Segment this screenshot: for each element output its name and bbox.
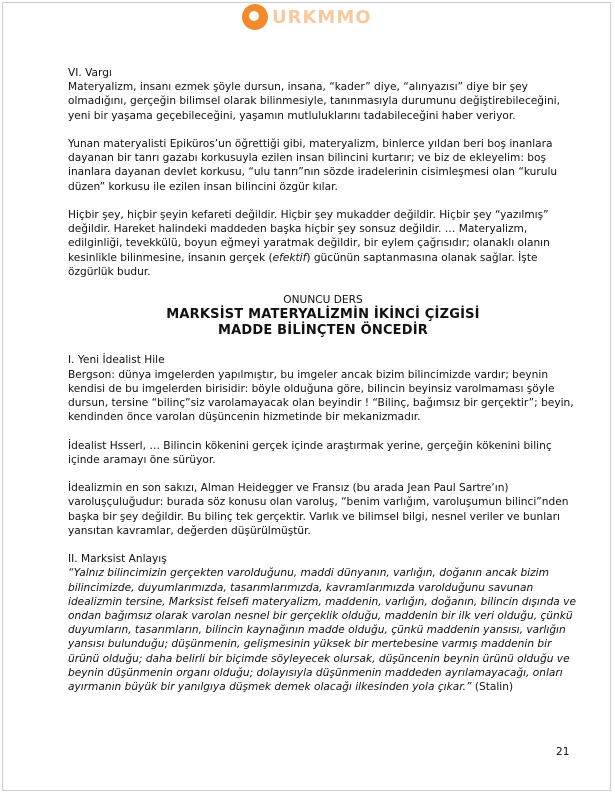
document-body xyxy=(68,66,578,708)
paragraph-vi-2: Yunan materyalisti Epiküros’un öğrettiği gibi, materyalizm, binlerce yıldan beri boş inanlara dayanan bir tanrı gazabı korkusuyla ezilen insan bilincini kurtarır; ve biz de ekleyelim: boş inanlara dayanan devlet korkusu, “ulu tanrı”nın sözde iradelerinin cisimleşmesi olan “kurulu düzen” korkusu ile ezilen insan bilincini özgür kılar. xyxy=(68,138,558,193)
lesson-title-line-2: MADDE BİLİNÇTEN ÖNCEDİR xyxy=(217,323,429,339)
section-heading-vi: VI. Vargı xyxy=(68,67,112,79)
section-heading-i: I. Yeni İdealist Hile xyxy=(68,354,165,367)
paragraph-i-1: Bergson: dünya imgelerden yapılmıştır, bu imgeler ancak bizim bilincimizde vardır; beynin kendisi de bu imgelerden birisidir: böyle olduğuna göre, bilincin beyinsiz varolmaması şöyle dursun, tersine “bilinç”siz varolamayacak olan beyindir ! “Bilinç, bağımsız bir gerçektir”; beyin, kendinden önce varolan düşüncenin hizmetinde bir mekanizmadır. xyxy=(68,368,574,424)
paragraph-vi-3-text-b: ) gücünün saptanmasına olanak sağlar. İşte özgürlük budur. xyxy=(68,251,538,278)
paragraph-vi-3-text-a: Hiçbir şey, hiçbir şeyin kefareti değildir. Hiçbir şey mukadder değildir. Hiçbir şey “yazılmış” değildir. Hareket halindeki maddeden başka hiçbir şey sonsuz değildir. … Materyalizm, edilginliği, tevekkülü, boyun eğmeyi yaratmak değildir, bir eylem çağrısıdır; olanaklı olanın kesinlikle bilinmesine, insanın gerçek ( xyxy=(68,209,550,264)
quote-paragraph xyxy=(68,566,578,694)
page-number: 21 xyxy=(556,746,570,758)
quote-text: “Yalnız bilincimizin gerçekten varolduğunu, maddi dünyanın, varlığın, doğanın ancak bizim bilincimizde, duyumlarımızda, tasarımlarımızda, kavramlarımızda varolduğunu savunan idealizmin tersine, Marksist felsefi materyalizm, maddenin, varlığın, doğanın, bilincin dışında ve ondan bağımsız olarak varolan nesnel bir gerçeklik olduğu, maddenin bir ilk veri olduğu, çünkü duyumların, tasarımların, bilincin kaynağının madde olduğu, çünkü maddenin yansısı, varlığın yansısı bulunduğu; düşünmenin, gelişmesinin yüksek bir mertebesine varmış maddenin bir ürünü olduğu; daha belirli bir biçimde söyleyecek olursak, düşüncenin beynin ürünü olduğu ve beynin düşünmenin organı olduğu; dolayısıyla düşünmenin maddeden ayrılamayacağı, onları ayırmanın büyük bir yanılgıya düşmek demek olacağı ilkesinden yola çıkar.” xyxy=(68,567,576,694)
lesson-number: ONUNCU DERS xyxy=(283,294,363,307)
paragraph-i-2: İdealist Hsserl, … Bilincin kökenini gerçek içinde araştırmak yerine, gerçeğin kökenini bilinç içinde aramayı öne sürüyor. xyxy=(68,439,552,466)
paragraph-vi-3 xyxy=(68,208,578,279)
paragraph-vi-1: Materyalizm, insanı ezmek şöyle dursun, insana, “kader” diye, “alınyazısı” diye bir şey olmadığını, gerçeğin bilimsel olarak bilinmesiyle, tanınmasıyla durumunu değiştirebileceğini, yeni bir yaşama geçebileceğini, yaşamın mutluluklarını tadabileceğini haber veriyor. xyxy=(68,81,560,122)
lesson-header xyxy=(68,293,578,339)
watermark-text: URKMMO xyxy=(272,6,372,28)
lesson-title-line-1: MARKSİST MATERYALİZMİN İKİNCİ ÇİZGİSİ xyxy=(166,307,480,323)
quote-source: (Stalin) xyxy=(471,681,514,694)
paragraph-i-3: İdealizmin en son sakızı, Alman Heidegger ve Fransız (bu arada Jean Paul Sartre’ın) varoluşçuluğudur: burada söz konusu olan varoluş, “benim varlığım, varoluşumun bilinci”nden başka bir şey değildir. Bu bilinç tek gerçektir. Varlık ve bilimsel bilgi, nesnel veriler ve bunları yansıtan kavramlar, değerden düşürülmüştür. xyxy=(68,482,569,537)
watermark-logo xyxy=(242,2,372,32)
watermark-mark-icon xyxy=(242,4,268,30)
section-heading-ii: II. Marksist Anlayış xyxy=(68,553,167,566)
paragraph-vi-3-italic: efektif xyxy=(272,251,307,264)
